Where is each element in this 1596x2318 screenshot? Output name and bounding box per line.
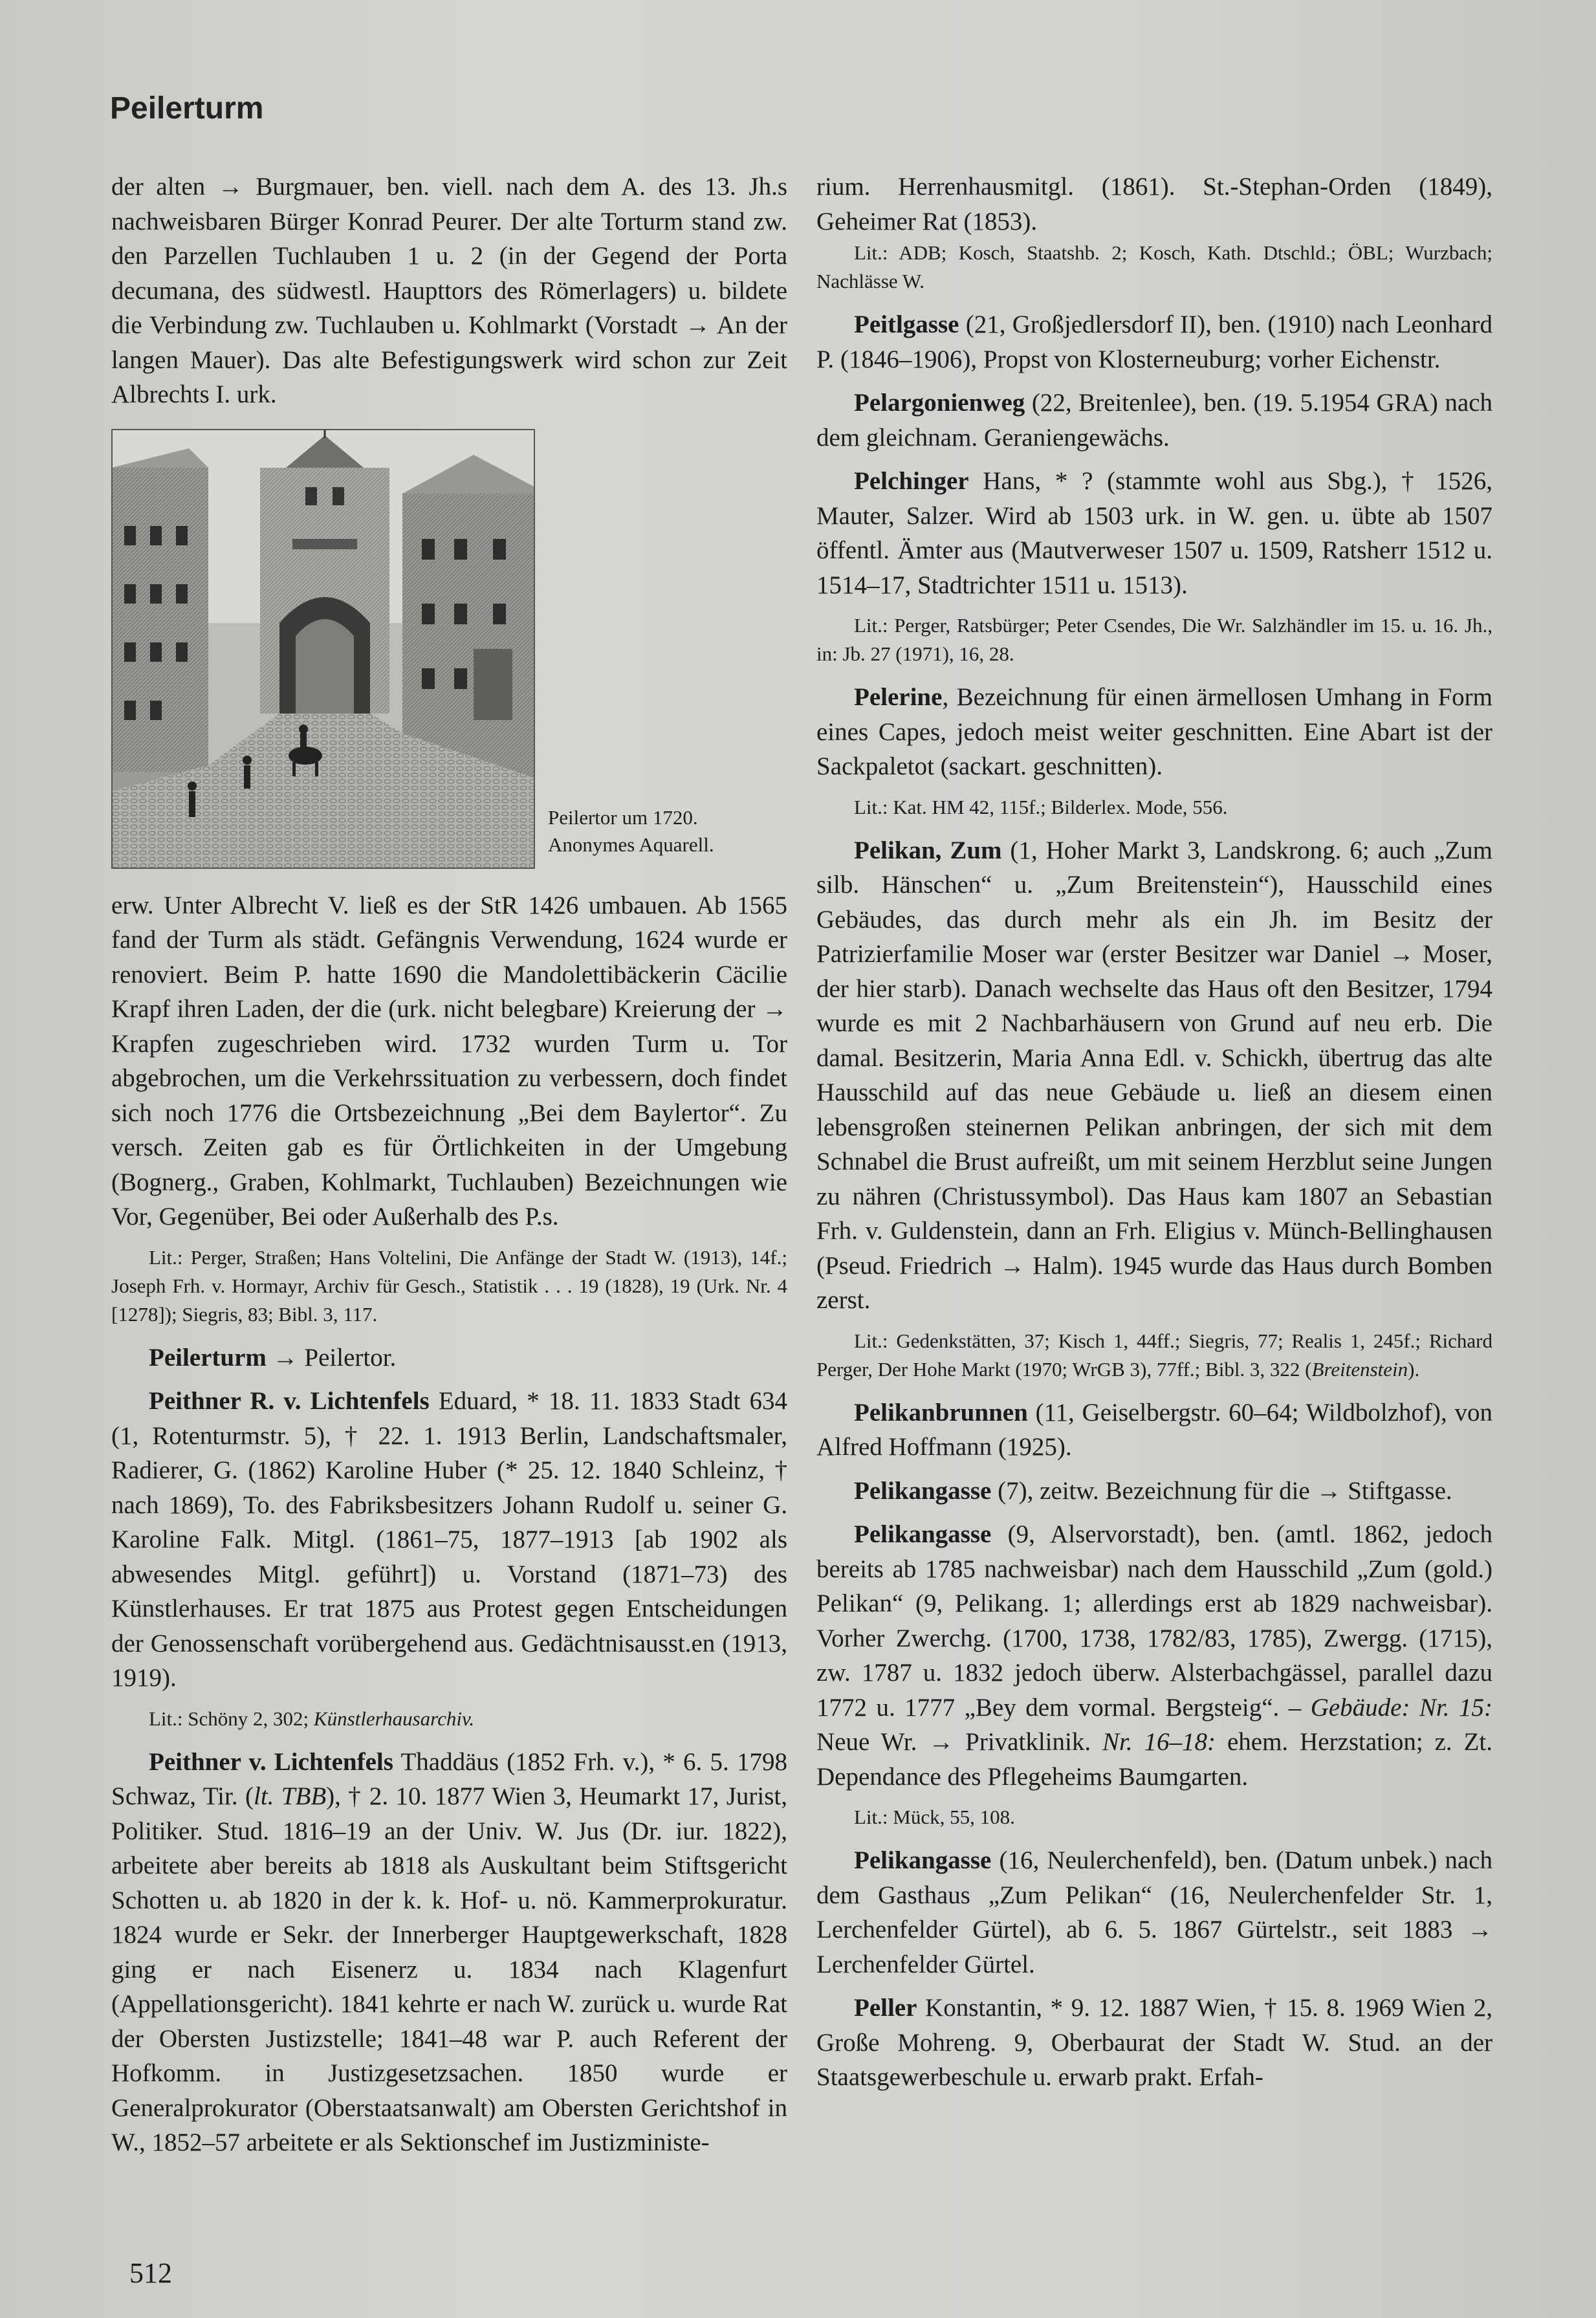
- entry: [816, 386, 1492, 455]
- entry-headword: Peilerturm: [149, 1343, 267, 1372]
- literature-note: Lit.: ADB; Kosch, Staatshb. 2; Kosch, Kath. Dtschld.; ÖBL; Wurzbach; Nachlässe W.: [816, 241, 1492, 292]
- entry-headword: Pelikanbrunnen: [854, 1398, 1028, 1427]
- entry-headword: Peller: [854, 1994, 917, 2022]
- entry-headword: Peithner v. Lichtenfels: [149, 1747, 393, 1776]
- entry-text: → Peilertor.: [266, 1343, 397, 1372]
- paragraph: rium. Herrenhausmitgl. (1861). St.-Stephan-Orden (1849), Geheimer Rat (1853).: [816, 173, 1492, 235]
- entry-headword: Peithner R. v. Lichtenfels: [149, 1387, 430, 1415]
- entry-text: ehem. Herzstation; z. Zt. Dependance des Pflegeheims Baumgarten.: [816, 1728, 1492, 1791]
- entry: [816, 307, 1492, 377]
- lit-text: Lit.: Schöny 2, 302;: [149, 1707, 314, 1730]
- entry-text: (1, Hoher Markt 3, Landskrong. 6; auch „Zum silb. Hänschen“ u. „Zum Breitenstein“), Hausschild eines Gebäudes, das durch mehr als ein Jh. im Besitz der Patrizierfamilie Moser war (erster Besitzer war Daniel → Moser, der hier starb). Danach wechselte das Haus oft den Besitzer, 1794 wurde es mit 2 Nachbarhäusern von Grund auf neu erb. Die damal. Besitzerin, Maria Anna Edl. v. Schickh, übertrug das alte Hausschild auf das neue Gebäude u. ließ an diesem einen lebensgroßen steinernen Pelikan anbringen, der sich mit dem Schnabel die Brust aufreißt, um mit seinem Herzblut seine Jungen zu nähren (Christussymbol). Das Haus kam 1807 an Sebastian Frh. v. Guldenstein, dann an Frh. Eligius v. Münch-Bellinghausen (Pseud. Friedrich → Halm). 1945 wurde das Haus durch Bomben zerst.: [816, 836, 1492, 1314]
- literature-note: Lit.: Perger, Ratsbürger; Peter Csendes, Die Wr. Salzhändler im 15. u. 16. Jh., in: Jb. 27 (1971), 16, 28.: [816, 614, 1492, 665]
- literature-note: Lit.: Kat. HM 42, 115f.; Bilderlex. Mode, 556.: [854, 795, 1228, 818]
- entry: [816, 1395, 1492, 1465]
- illustration-figure: [111, 429, 787, 869]
- running-head: Peilerturm: [110, 91, 264, 126]
- literature-note: [111, 1705, 787, 1733]
- entry: [111, 1384, 787, 1696]
- peilertor-illustration: [111, 429, 787, 869]
- entry-text: (11, Geiselbergstr. 60–64; Wildbolzhof), von Alfred Hoffmann (1925).: [816, 1398, 1492, 1461]
- literature-note: Lit.: Mück, 55, 108.: [854, 1806, 1015, 1828]
- paragraph: erw. Unter Albrecht V. ließ es der StR 1426 umbauen. Ab 1565 fand der Turm als städt. Gefängnis Verwendung, 1624 wurde er renoviert. Beim P. hatte 1690 die Mandolettibäckerin Cäcilie Krapf ihren Laden, der die (urk. nicht belegbare) Kreierung der → Krapfen zugeschrieben wird. 1732 wurden Turm u. Tor abgebrochen, um die Verkehrssituation zu verbessern, doch findet sich noch 1776 die Ortsbezeichnung „Bei dem Baylertor“. Zu versch. Zeiten gab es für Örtlichkeiten in der Umgebung (Bognerg., Graben, Kohlmarkt, Tuchlauben) Bezeichnungen wie Vor, Gegenüber, Bei oder Außerhalb des P.s.: [111, 891, 787, 1230]
- entry-text: (16, Neulerchenfeld), ben. (Datum unbek.) nach dem Gasthaus „Zum Pelikan“ (16, Neulerchenfelder Str. 1, Lerchenfelder Gürtel), ab 6. 5. 1867 Gürtelstr., seit 1883 → Lerchenfelder Gürtel.: [816, 1846, 1492, 1978]
- entry-headword: Pelikangasse: [854, 1520, 992, 1548]
- entry-headword: Pelchinger: [854, 467, 969, 495]
- entry-headword: Pelikangasse: [854, 1846, 992, 1874]
- entry: [816, 1991, 1492, 2095]
- paragraph: der alten → Burgmauer, ben. viell. nach dem A. des 13. Jh.s nachweisbaren Bürger Konrad Peurer. Der alte Torturm stand zw. den Parzellen Tuchlauben 1 u. 2 (in der Gegend der Porta decumana, des südwestl. Haupttors des Römerlagers) u. bildete die Verbindung zw. Tuchlauben u. Kohlmarkt (Vorstadt → An der langen Mauer). Das alte Befestigungswerk wird schon zur Zeit Albrechts I. urk.: [111, 173, 787, 408]
- lit-text: Lit.: Gedenkstätten, 37; Kisch 1, 44ff.; Siegris, 77; Realis 1, 245f.; Richard Perger, Der Hohe Markt (1970; WrGB 3), 77ff.; Bibl. 3, 322 (: [816, 1329, 1492, 1381]
- entry-text: (22, Breitenlee), ben. (19. 5.1954 GRA) nach dem gleichnam. Geraniengewächs.: [816, 389, 1492, 452]
- entry: [816, 833, 1492, 1318]
- left-column: [111, 169, 787, 2169]
- lit-text-italic: Künstlerhausarchiv.: [313, 1707, 475, 1730]
- entry: [816, 1474, 1492, 1509]
- entry: [111, 1745, 787, 2160]
- right-column: [816, 169, 1492, 2104]
- entry-text: (9, Alservorstadt), ben. (amtl. 1862, jedoch bereits ab 1785 nachweisbar) nach dem Hausschild „Zum (gold.) Pelikan“ (9, Pelikang. 1; allerdings erst ab 1829 nachweisbar). Vorher Zwerchg. (1700, 1738, 1782/83, 1785), Zwergg. (1715), zw. 1787 u. 1832 jedoch überw. Alsterbachgässel, parallel dazu 1772 u. 1777 „Bey dem vormal. Bergsteig“. –: [816, 1520, 1492, 1722]
- caption-line: Peilertor um 1720.: [548, 805, 698, 829]
- entry-text: Konstantin, * 9. 12. 1887 Wien, † 15. 8. 1969 Wien 2, Große Mohreng. 9, Oberbaurat der Stadt W. Stud. an der Staatsgewerbeschule u. erwarb prakt. Erfah-: [816, 1994, 1492, 2091]
- entry-headword: Peitlgasse: [854, 311, 959, 338]
- entry: [816, 1517, 1492, 1794]
- entry: [111, 1340, 787, 1375]
- entry-headword: Pelikan, Zum: [854, 836, 1002, 864]
- literature-note: [816, 1327, 1492, 1384]
- entry-headword: Pelikangasse: [854, 1476, 992, 1505]
- entry-text: (7), zeitw. Bezeichnung für die → Stiftgasse.: [991, 1476, 1452, 1505]
- figure-caption: [548, 804, 714, 858]
- lit-text: ).: [1408, 1357, 1420, 1381]
- caption-line: Anonymes Aquarell.: [548, 833, 714, 856]
- entry-text: , Bezeichnung für einen ärmellosen Umhang in Form eines Capes, jedoch meist weiter geschnitten. Eine Abart ist der Sackpaletot (sackart. geschnitten).: [816, 683, 1492, 780]
- entry: [816, 1843, 1492, 1982]
- entry-text: Hans, * ? (stammte wohl aus Sbg.), † 1526, Mauter, Salzer. Wird ab 1503 urk. in W. gen. u. übte ab 1507 öffentl. Ämter aus (Mautverweser 1507 u. 1509, Ratsherr 1512 u. 1514–17, Stadtrichter 1511 u. 1513).: [816, 467, 1492, 599]
- entry: [816, 680, 1492, 784]
- page-number: 512: [129, 2257, 172, 2289]
- entry-headword: Pelargonienweg: [854, 389, 1025, 417]
- entry-text-italic: lt. TBB: [253, 1782, 327, 1810]
- literature-note: Lit.: Perger, Straßen; Hans Voltelini, Die Anfänge der Stadt W. (1913), 14f.; Joseph Frh. v. Hormayr, Archiv für Gesch., Statistik . . . 19 (1828), 19 (Urk. Nr. 4 [1278]); Siegris, 83; Bibl. 3, 117.: [111, 1245, 787, 1326]
- entry-text: ), † 2. 10. 1877 Wien 3, Heumarkt 17, Jurist, Politiker. Stud. 1816–19 an der Univ. W. Jus (Dr. iur. 1822), arbeitete aber bereits ab 1818 als Auskultant beim Stiftsgericht Schotten u. ab 1820 in der k. k. Hof- u. nö. Kammerprokuratur. 1824 wurde er Sekr. der Innerberger Hauptgewerkschaft, 1828 ging er nach Eisenerz u. 1834 nach Klagenfurt (Appellationsgericht). 1841 kehrte er nach W. zurück u. wurde Rat der Obersten Justizstelle; 1841–48 war P. auch Referent der Hofkomm. in Justizgesetzsachen. 1850 wurde er Generalprokurator (Oberstaatsanwalt) am Obersten Gerichtshof in W., 1852–57 arbeitete er als Sektionschef im Justizministe-: [111, 1782, 787, 2156]
- entry-text: Thaddäus (1852 Frh. v.), * 6. 5. 1798 Schwaz, Tir. (: [111, 1747, 787, 1810]
- entry-text: Eduard, * 18. 11. 1833 Stadt 634 (1, Rotenturmstr. 5), † 22. 1. 1913 Berlin, Landschaftsmaler, Radierer, G. (1862) Karoline Huber (* 25. 12. 1840 Schleinz, † nach 1869), To. des Fabriksbesitzers Johann Rudolf u. seiner G. Karoline Falk. Mitgl. (1861–75, 1877–1913 [ab 1902 als abwesendes Mitgl. geführt]) u. Vorstand (1871–73) des Künstlerhauses. Er trat 1875 aus Protest gegen Entscheidungen der Genossenschaft vorübergehend aus. Gedächtnisausst.en (1913, 1919).: [111, 1387, 788, 1692]
- entry: [816, 464, 1492, 602]
- lit-text-italic: Breitenstein: [1311, 1357, 1408, 1381]
- entry-text: Neue Wr. → Privatklinik.: [816, 1728, 1103, 1756]
- entry-text: (21, Großjedlersdorf II), ben. (1910) nach Leonhard P. (1846–1906), Propst von Klosterneuburg; vorher Eichenstr.: [816, 311, 1492, 373]
- entry-text-italic: Gebäude: Nr. 15:: [1310, 1693, 1492, 1722]
- entry-text-italic: Nr. 16–18:: [1102, 1728, 1216, 1756]
- entry-headword: Pelerine: [854, 683, 943, 711]
